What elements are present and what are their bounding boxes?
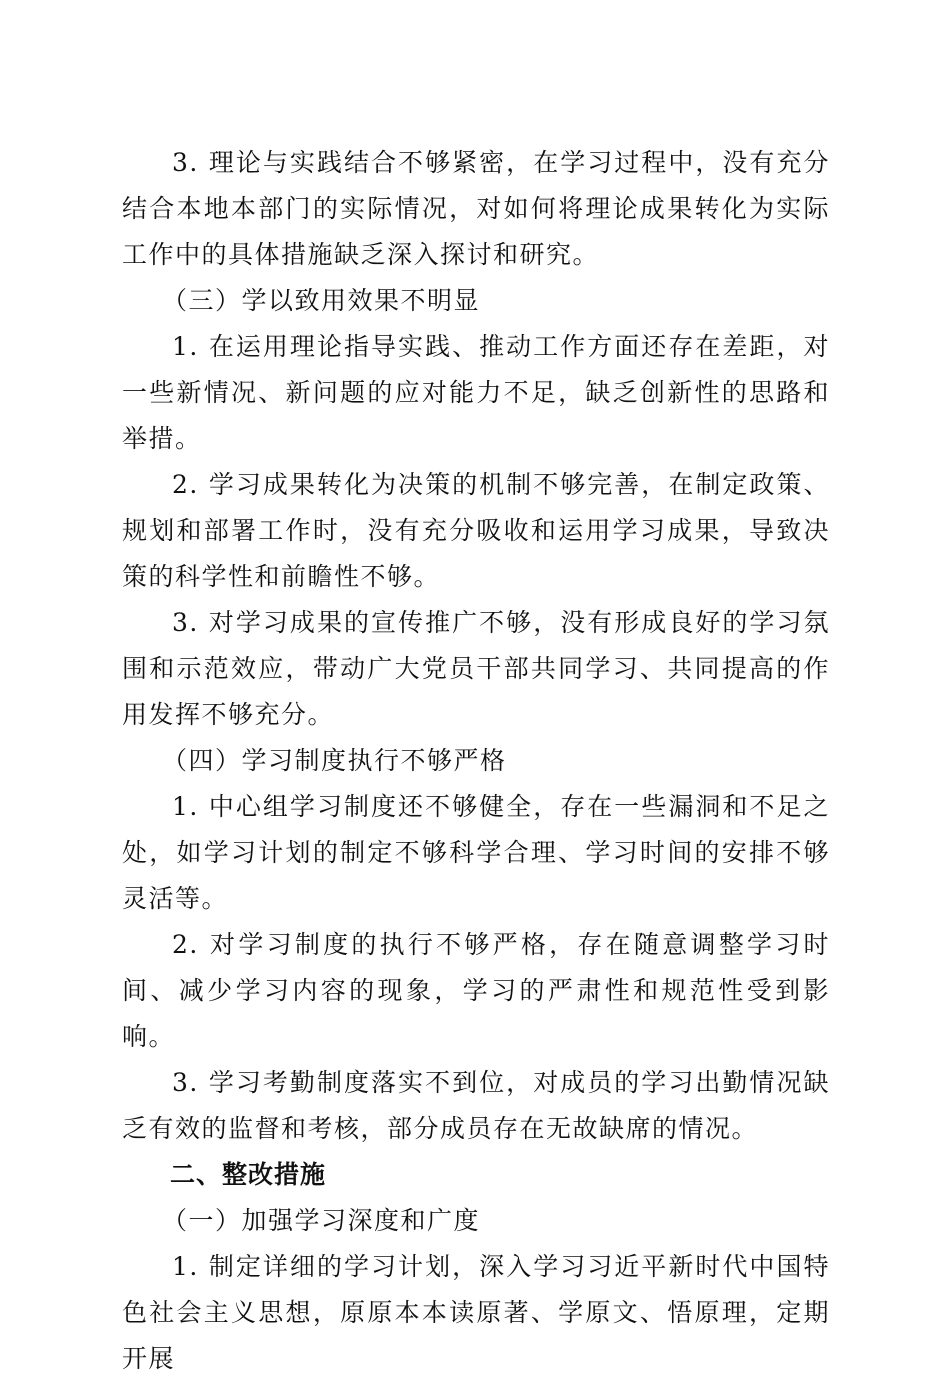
paragraph-3-attendance: 3. 学习考勤制度落实不到位，对成员的学习出勤情况缺乏有效的监督和考核，部分成员存在无故缺席的情况。 <box>122 1068 830 1143</box>
paragraph-1-practice-gap: 1. 在运用理论指导实践、推动工作方面还存在差距，对一些新情况、新问题的应对能力不足，缺乏创新性的思路和举措。 <box>122 332 830 453</box>
paragraph-3-theory-practice: 3. 理论与实践结合不够紧密，在学习过程中，没有充分结合本地本部门的实际情况，对如何将理论成果转化为实际工作中的具体措施缺乏深入探讨和研究。 <box>122 148 830 269</box>
subheading-3-application: （三）学以致用效果不明显 <box>162 286 481 315</box>
paragraph-2-decision-mechanism: 2. 学习成果转化为决策的机制不够完善，在制定政策、规划和部署工作时，没有充分吸收和运用学习成果，导致决策的科学性和前瞻性不够。 <box>122 470 830 591</box>
subheading-4-system: （四）学习制度执行不够严格 <box>162 746 507 775</box>
document-body <box>122 140 830 1382</box>
subheading-1-depth-breadth: （一）加强学习深度和广度 <box>162 1206 481 1235</box>
paragraph-2-system-execution: 2. 对学习制度的执行不够严格，存在随意调整学习时间、减少学习内容的现象，学习的严肃性和规范性受到影响。 <box>122 930 830 1051</box>
paragraph-1-system-sound: 1. 中心组学习制度还不够健全，存在一些漏洞和不足之处，如学习计划的制定不够科学合理、学习时间的安排不够灵活等。 <box>122 792 830 913</box>
paragraph-3-promotion: 3. 对学习成果的宣传推广不够，没有形成良好的学习氛围和示范效应，带动广大党员干部共同学习、共同提高的作用发挥不够充分。 <box>122 608 830 729</box>
paragraph-1-study-plan: 1. 制定详细的学习计划，深入学习习近平新时代中国特色社会主义思想，原原本本读原著、学原文、悟原理，定期开展 <box>122 1252 830 1373</box>
section-heading-2-measures: 二、整改措施 <box>170 1160 327 1189</box>
